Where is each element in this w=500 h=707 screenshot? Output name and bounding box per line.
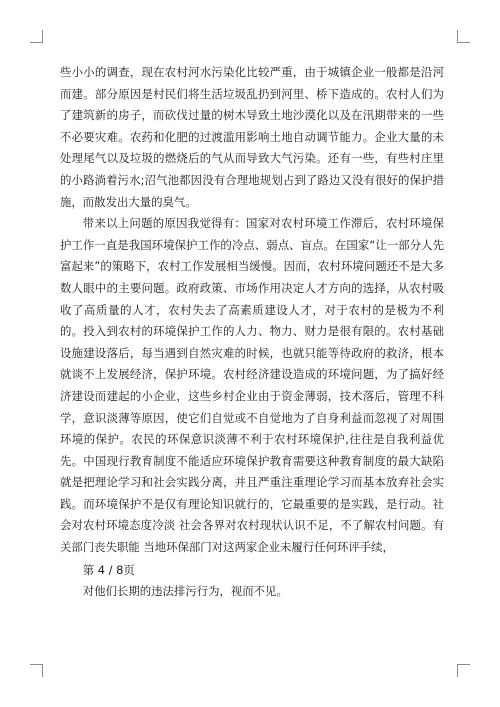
crop-mark-bottom-left — [30, 664, 43, 677]
document-body — [60, 62, 444, 603]
crop-mark-bottom-right — [457, 664, 470, 677]
page-number: 第 4 / 8页 — [82, 562, 135, 577]
crop-mark-top-right — [457, 30, 470, 43]
paragraph-3: 对他们长期的违法排污行为，视而不见。 — [82, 584, 288, 599]
crop-mark-top-left — [30, 30, 43, 43]
paragraph-2: 带来以上问题的原因我觉得有：国家对农村环境工作滞后，农村环境保护工作一直是我国环境保护工作的冷点、弱点、盲点。在国家“让一部分人先富起来”的策略下，农村工作发展相当缓慢。因而，农村环境问题还不是大多数人眼中的主要问题。政府政策、市场作用决定人才方向的选择，从农村吸收了高质量的人才，农村失去了高素质建设人才，对于农村的是极为不利的。投入到农村的环境保护工作的人力、物力、财力是很有限的。农村基础设施建设落后，每当遇到自然灾难的时候，也就只能等待政府的救济，根本就谈不上发展经济，保护环境。农村经济建设造成的环境问题，为了搞好经济建设而建起的小企业，这些乡村企业由于资金薄弱，技术落后，管理不科学，意识淡薄等原因，使它们自觉或不自觉地为了自身利益而忽视了对周围环境的保护。农民的环保意识淡薄不利于农村环境保护,往往是自我利益优先。中国现行教育制度不能适应环境保护教育需要这种教育制度的最大缺陷就是把理论学习和社会实践分离，并且严重注重理论学习而基本放弃社会实践。而环境保护不是仅有理论知识就行的，它最重要的是实践，是行动。社会对农村环境态度冷淡 社会各界对农村现状认识不足，不了解农村问题。有关部门丧失职能 当地环保部门对这两家企业未履行任何环评手续， — [60, 216, 444, 555]
paragraph-1: 些小小的调查，现在农村河水污染化比较严重，由于城镇企业一般都是沿河而建。部分原因是村民们将生活垃圾乱扔到河里、桥下造成的。农村人们为了建筑新的房子，而砍伐过量的树木导致土地沙漠化以及在汛期带来的一些不必要灾难。农药和化肥的过渡滥用影响土地自动调节能力。企业大量的未处理尾气以及垃圾的燃烧后的气从而导致大气污染。还有一些，有些村庄里的小路淌着污水;沼气池都因没有合理地规划占到了路边又没有很好的保护措施，而散发出大量的臭气。 — [60, 65, 444, 209]
